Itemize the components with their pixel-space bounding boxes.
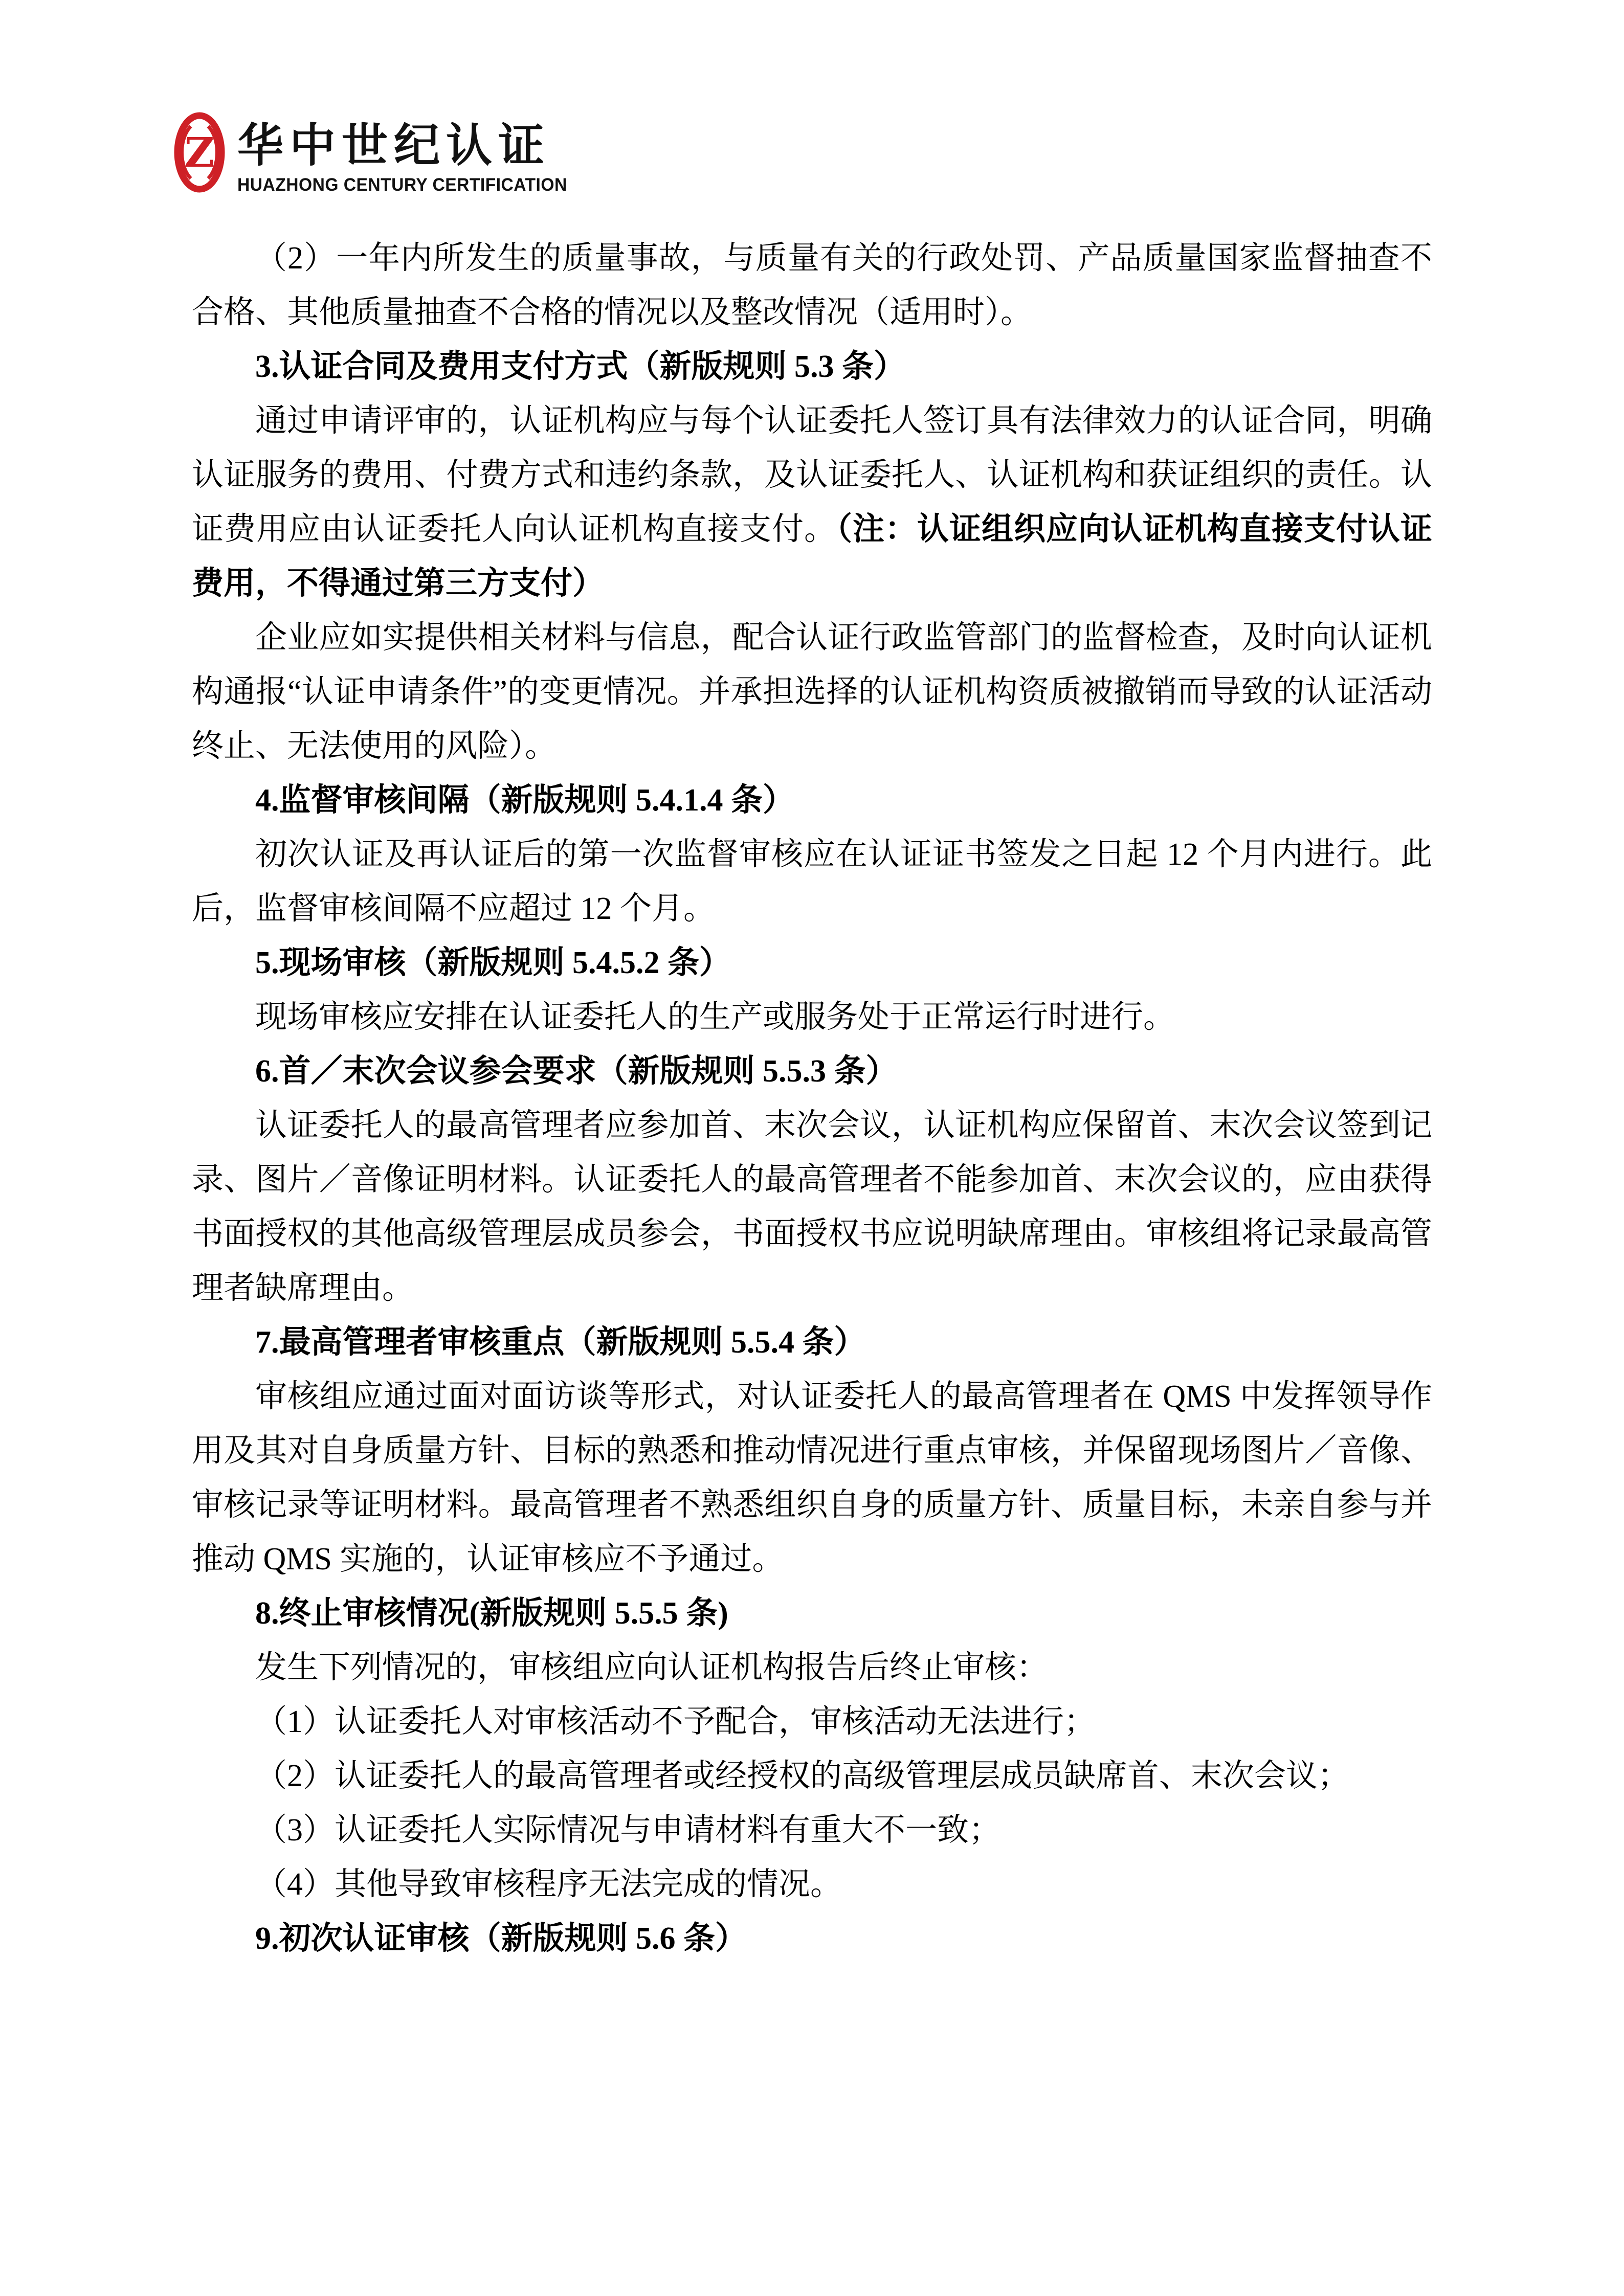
text-run: 审核组应通过面对面访谈等形式，对认证委托人的最高管理者在 QMS 中发挥领导作用及其对自身质量方针、目标的熟悉和推动情况进行重点审核，并保留现场图片／音像、审核记录等证明材料。最高管理者不熟悉组织自身的质量方针、质量目标，未亲自参与并推动 QMS 实施的，认证审核应不予通过。 (192, 1379, 1432, 1577)
text-run: 发生下列情况的，审核组应向认证机构报告后终止审核： (255, 1650, 1049, 1685)
logo-monogram-letter: Z (184, 128, 215, 176)
logo-name-chinese: 华中世纪认证 (237, 119, 550, 172)
section-heading (192, 1911, 1432, 1966)
bold-text-run: 7.最高管理者审核重点（新版规则 5.5.4 条） (255, 1325, 866, 1360)
paragraph (192, 1695, 1432, 1749)
bold-text-run: 6.首／末次会议参会要求（新版规则 5.5.3 条） (255, 1054, 898, 1089)
section-heading (192, 340, 1432, 394)
text-run: （4）其他导致审核程序无法完成的情况。 (255, 1867, 842, 1902)
paragraph (192, 231, 1432, 340)
paragraph (192, 611, 1432, 773)
text-run: 现场审核应安排在认证委托人的生产或服务处于正常运行时进行。 (255, 1000, 1175, 1034)
paragraph (192, 1749, 1432, 1803)
text-run: （2）一年内所发生的质量事故，与质量有关的行政处罚、产品质量国家监督抽查不合格、其他质量抽查不合格的情况以及整改情况（适用时）。 (192, 241, 1432, 330)
text-run: （2）认证委托人的最高管理者或经授权的高级管理层成员缺席首、末次会议； (255, 1759, 1350, 1793)
text-run: 初次认证及再认证后的第一次监督审核应在认证证书签发之日起 12 个月内进行。此后，监督审核间隔不应超过 12 个月。 (192, 837, 1432, 926)
paragraph (192, 1857, 1432, 1911)
bold-text-run: 9.初次认证审核（新版规则 5.6 条） (255, 1921, 747, 1956)
text-run: （1）认证委托人对审核活动不予配合，审核活动无法进行； (255, 1704, 1096, 1739)
text-run: （3）认证委托人实际情况与申请材料有重大不一致； (255, 1813, 1001, 1848)
paragraph (192, 1640, 1432, 1695)
paragraph (192, 394, 1432, 611)
paragraph (192, 1369, 1432, 1586)
paragraph (192, 990, 1432, 1044)
section-heading (192, 1586, 1432, 1640)
section-heading (192, 773, 1432, 827)
paragraph (192, 827, 1432, 936)
logo-monogram-icon (174, 111, 225, 193)
bold-text-run: 3.认证合同及费用支付方式（新版规则 5.3 条） (255, 349, 906, 384)
logo-text-block (237, 111, 581, 194)
bold-text-run: 5.现场审核（新版规则 5.4.5.2 条） (255, 946, 731, 980)
section-heading (192, 1044, 1432, 1098)
paragraph (192, 1098, 1432, 1315)
text-run: 认证委托人的最高管理者应参加首、末次会议，认证机构应保留首、末次会议签到记录、图片／音像证明材料。认证委托人的最高管理者不能参加首、末次会议的，应由获得书面授权的其他高级管理层成员参会，书面授权书应说明缺席理由。审核组将记录最高管理者缺席理由。 (192, 1108, 1432, 1305)
paragraph (192, 1803, 1432, 1857)
text-run: 通过申请评审的，认证机构应与每个认证委托人签订具有法律效力的认证合同，明确认证服务的费用、付费方式和违约条款，及认证委托人、认证机构和获证组织的责任。认证费用应由认证委托人向认证机构直接支付。 (192, 403, 1432, 547)
text-run: 企业应如实提供相关材料与信息，配合认证行政监管部门的监督检查，及时向认证机构通报“认证申请条件”的变更情况。并承担选择的认证机构资质被撤销而导致的认证活动终止、无法使用的风险）。 (192, 620, 1432, 763)
section-heading (192, 936, 1432, 990)
bold-text-run: （注：认证组织应向认证机构直接支付认证费用，不得通过第三方支付） (192, 512, 1432, 601)
logo-name-english: HUAZHONG CENTURY CERTIFICATION (237, 175, 567, 195)
document-body (192, 231, 1432, 1966)
bold-text-run: 4.监督审核间隔（新版规则 5.4.1.4 条） (255, 783, 795, 818)
section-heading (192, 1315, 1432, 1369)
bold-text-run: 8.终止审核情况(新版规则 5.5.5 条) (255, 1596, 728, 1631)
company-logo (174, 111, 581, 194)
